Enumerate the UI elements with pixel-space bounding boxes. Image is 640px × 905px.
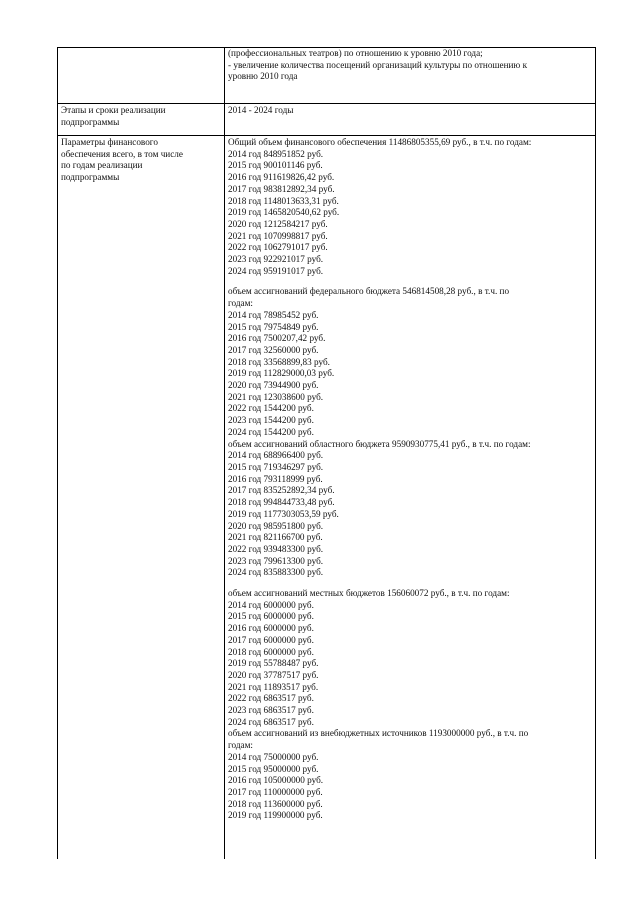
funding-year-line: 2019 год 1177303053,59 руб. [228,508,339,519]
funding-year-line: 2014 год 78985452 руб. [228,309,319,320]
financing-content [228,137,593,822]
funding-year-line: 2019 год 119900000 руб. [228,810,323,821]
funding-year-line: 2022 год 939483300 руб. [228,543,324,554]
funding-heading: годам: [228,740,253,751]
table-border-middle [224,47,225,859]
text-line: Параметры финансового [61,137,158,147]
funding-year-line: 2017 год 32560000 руб. [228,344,319,355]
funding-year-line: 2016 год 793118999 руб. [228,473,323,484]
funding-year-line: 2015 год 6000000 руб. [228,611,314,622]
funding-year-line: 2016 год 911619826,42 руб. [228,172,335,183]
funding-block-total [228,137,593,277]
text-line: Этапы и сроки реализации [61,105,166,115]
text-line: по годам реализации [61,160,143,171]
funding-year-line: 2020 год 73944900 руб. [228,380,319,391]
spacer [228,277,593,286]
table-border-left [57,47,58,859]
funding-year-line: 2020 год 985951800 руб. [228,520,324,531]
funding-heading: Общий объем финансового обеспечения 11486805355,69 руб., в т.ч. по годам: [228,137,532,147]
spacer [228,579,593,588]
funding-year-line: 2021 год 123038600 руб. [228,391,324,402]
text-line: (профессиональных театров) по отношению к уровню 2010 года; [228,48,483,58]
stages-label-cell [61,105,221,128]
text-line: подпрограммы [61,172,120,183]
funding-year-line: 2024 год 6863517 руб. [228,716,314,727]
funding-block-federal [228,286,593,438]
funding-year-line: 2024 год 1544200 руб. [228,426,314,437]
table-border-right [595,47,596,859]
funding-year-line: 2021 год 11893517 руб. [228,681,319,692]
funding-year-line: 2021 год 821166700 руб. [228,532,323,543]
text-line: уровню 2010 года [228,71,298,82]
funding-year-line: 2016 год 7500207,42 руб. [228,333,326,344]
funding-year-line: 2015 год 95000000 руб. [228,763,319,774]
funding-heading: объем ассигнований областного бюджета 9590930775,41 руб., в т.ч. по годам: [228,438,531,449]
funding-year-line: 2014 год 848951852 руб. [228,148,324,159]
funding-year-line: 2017 год 6000000 руб. [228,634,314,645]
funding-heading: объем ассигнований федерального бюджета 546814508,28 руб., в т.ч. по [228,286,510,297]
funding-year-line: 2019 год 55788487 руб. [228,658,319,669]
funding-year-line: 2024 год 835883300 руб. [228,567,324,578]
funding-year-line: 2023 год 1544200 руб. [228,415,314,426]
funding-year-line: 2022 год 1544200 руб. [228,403,314,414]
funding-year-line: 2017 год 983812892,34 руб. [228,183,335,194]
funding-year-line: 2020 год 37787517 руб. [228,669,319,680]
financing-value-cell [228,137,593,822]
stages-value: 2014 - 2024 годы [228,105,294,115]
funding-year-line: 2020 год 1212584217 руб. [228,218,328,229]
funding-year-line: 2017 год 835252892,34 руб. [228,485,335,496]
funding-year-line: 2014 год 6000000 руб. [228,599,314,610]
funding-year-line: 2022 год 1062791017 руб. [228,242,328,253]
row-divider-2 [57,135,596,136]
funding-heading: объем ассигнований местных бюджетов 156060072 руб., в т.ч. по годам: [228,588,510,599]
funding-year-line: 2015 год 900101146 руб. [228,160,323,171]
funding-year-line: 2018 год 1148013633,31 руб. [228,195,339,206]
text-line: подпрограммы [61,116,120,127]
text-line: - увеличение количества посещений организаций культуры по отношению к [228,59,528,70]
funding-block-extra [228,728,593,822]
funding-block-regional [228,439,593,579]
funding-year-line: 2019 год 112829000,03 руб. [228,368,335,379]
row-divider-1 [57,103,596,104]
stages-value-cell [228,105,593,117]
funding-year-line: 2016 год 6000000 руб. [228,623,314,634]
funding-year-line: 2023 год 922921017 руб. [228,254,324,265]
financing-label-cell [61,137,221,184]
funding-year-line: 2018 год 33568899,83 руб. [228,356,330,367]
funding-year-line: 2015 год 719346297 руб. [228,461,324,472]
funding-year-line: 2016 год 105000000 руб. [228,775,324,786]
funding-year-line: 2023 год 799613300 руб. [228,555,324,566]
funding-year-line: 2019 год 1465820540,62 руб. [228,207,340,218]
text-line: обеспечения всего, в том числе [61,148,183,159]
funding-year-line: 2017 год 110000000 руб. [228,786,323,797]
funding-year-line: 2018 год 6000000 руб. [228,646,314,657]
funding-year-line: 2015 год 79754849 руб. [228,321,319,332]
funding-year-line: 2018 год 994844733,48 руб. [228,497,335,508]
funding-heading: объем ассигнований из внебюджетных источников 1193000000 руб., в т.ч. по [228,728,529,739]
funding-year-line: 2022 год 6863517 руб. [228,693,314,704]
funding-heading: годам: [228,298,253,309]
funding-year-line: 2024 год 959191017 руб. [228,265,324,276]
funding-year-line: 2018 год 113600000 руб. [228,798,323,809]
funding-year-line: 2014 год 688966400 руб. [228,450,324,461]
goals-continued-cell [228,48,593,83]
funding-year-line: 2021 год 1070998817 руб. [228,230,328,241]
funding-year-line: 2014 год 75000000 руб. [228,751,319,762]
funding-year-line: 2023 год 6863517 руб. [228,705,314,716]
funding-block-local [228,588,593,728]
